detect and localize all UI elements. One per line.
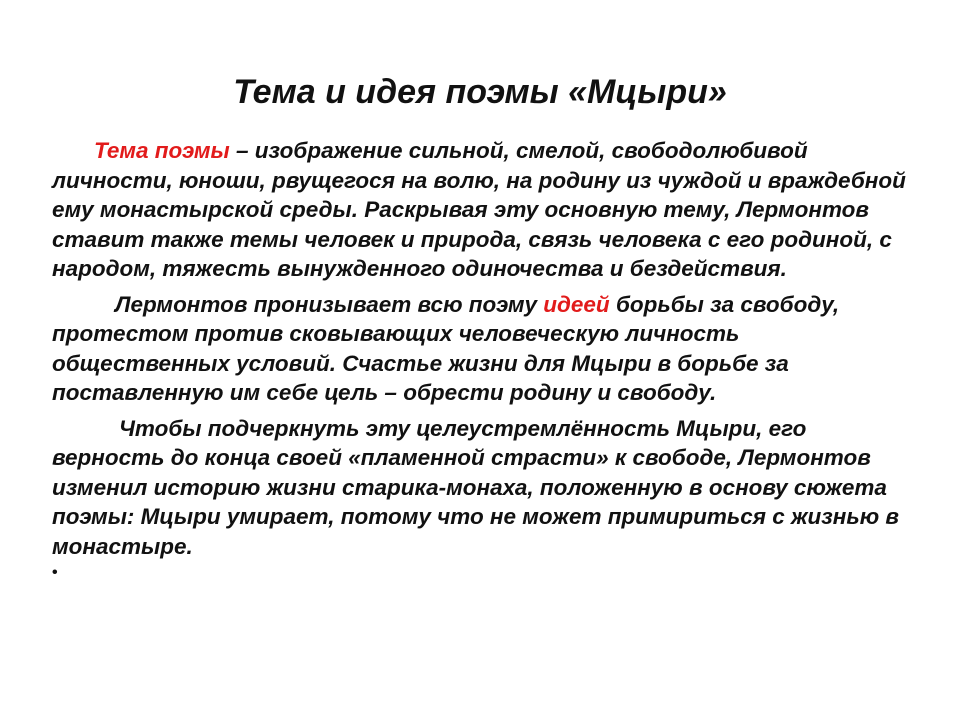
highlight-theme: Тема поэмы — [94, 138, 230, 163]
slide-body — [52, 136, 920, 583]
paragraph-idea-before: Лермонтов пронизывает всю поэму — [115, 291, 544, 317]
paragraph-conclusion: Чтобы подчеркнуть эту целеустремлённость Мцыри, его верность до конца своей «пламенной страсти» к свободе, Лермонтов изменил историю жизни старика-монаха, положенную в основу сюжета поэмы: Мцыри умирает, потому что не может примириться с жизнью в монастыре. — [52, 415, 900, 559]
paragraph-theme — [52, 136, 920, 284]
paragraph-idea — [52, 290, 920, 408]
paragraph-theme-text: – изображение сильной, смелой, свободолюбивой личности, юноши, рвущегося на волю, на родину из чуждой и враждебной ему монастырской среды. Раскрывая эту основную тему, Лермонтов ставит также темы человек и природа, связь человека с его родиной, с народом, тяжесть вынужденного одиночества и бездействия. — [52, 138, 906, 281]
empty-bullet: • — [52, 564, 58, 581]
paragraph-idea-after: борьбы за свободу, протестом против сковывающих человеческую личность общественных условий. Счастье жизни для Мцыри в борьбе за поставленную им себе цель – обрести родину и свободу. — [52, 291, 840, 405]
highlight-idea: идеей — [543, 291, 610, 317]
slide-title: Тема и идея поэмы «Мцыри» — [233, 73, 727, 111]
